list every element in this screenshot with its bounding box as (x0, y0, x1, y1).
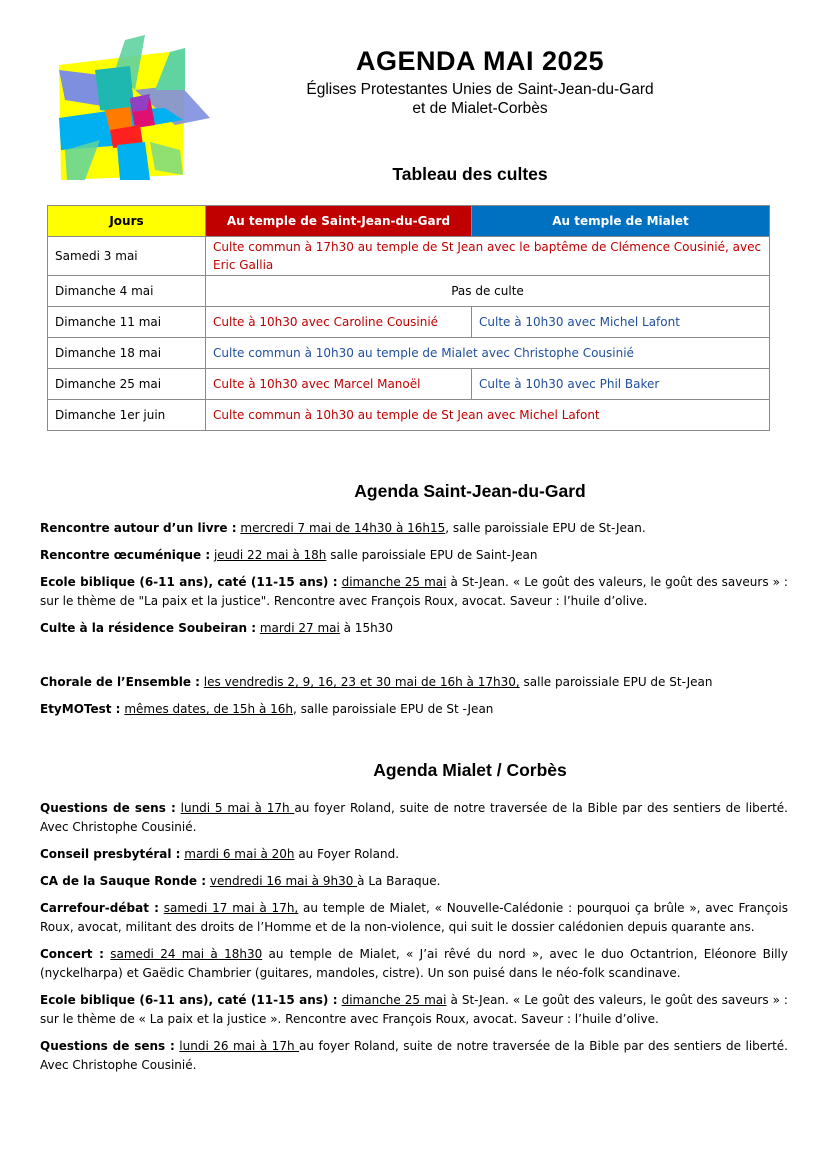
page-subtitle (270, 80, 690, 118)
item-text: salle paroissiale EPU de Saint-Jean (326, 548, 538, 562)
row-day: Dimanche 18 mai (48, 338, 206, 369)
agenda-item (40, 1037, 788, 1074)
item-text: au foyer Roland, suite de notre traversée de la Bible par des sentiers de liberté. Avec Christophe Cousinié. (40, 801, 788, 834)
section-title-agenda-saint-jean: Agenda Saint-Jean-du-Gard (354, 481, 586, 501)
agenda-item (40, 619, 788, 638)
row-day: Dimanche 11 mai (48, 307, 206, 338)
agenda-item (40, 546, 788, 565)
church-logo-icon (55, 30, 215, 180)
item-label: Ecole biblique (6-11 ans), caté (11-15 ans) : (40, 993, 338, 1007)
item-text: au Foyer Roland. (294, 847, 400, 861)
item-label: Ecole biblique (6-11 ans), caté (11-15 ans) : (40, 575, 338, 589)
item-text: au temple de Mialet, « Nouvelle-Calédonie : pourquoi ça brûle », avec François Roux, avocat, militant des droits de l’Homme et de la non-violence, qui suit le dossier calédonien depuis quarante ans. (40, 901, 788, 934)
agenda-item (40, 519, 788, 538)
item-date: mercredi 7 mai de 14h30 à 16h15 (240, 521, 446, 535)
agenda-item (40, 845, 788, 864)
item-date: mardi 27 mai (259, 621, 340, 635)
table-row (48, 400, 770, 431)
item-date: lundi 5 mai à 17h (180, 801, 295, 815)
agenda-item (40, 799, 788, 836)
row-mialet-service: Culte à 10h30 avec Phil Baker (472, 369, 770, 400)
item-text: au temple de Mialet, « J’ai rêvé du nord », avec le duo Octantrion, Eléonore Billy (nyckelharpa) et Gaëdic Chambrier (guitares, mandoles, cistre). Un son puisé dans le néo-folk scandinave. (40, 947, 788, 980)
table-row (48, 307, 770, 338)
item-date: vendredi 16 mai à 9h30 (209, 874, 358, 888)
row-day: Dimanche 25 mai (48, 369, 206, 400)
item-date: samedi 17 mai à 17h, (163, 901, 299, 915)
item-label: Carrefour-débat : (40, 901, 159, 915)
item-text: à St-Jean. « Le goût des valeurs, le goût des saveurs » : sur le thème de "La paix et la justice". Rencontre avec François Roux, avocat. Saveur : l’huile d’olive. (40, 575, 788, 608)
item-text: , salle paroissiale EPU de St-Jean. (445, 521, 646, 535)
agenda-item (40, 872, 788, 891)
row-day: Dimanche 1er juin (48, 400, 206, 431)
item-label: CA de la Sauque Ronde : (40, 874, 207, 888)
row-combined-service: Culte commun à 10h30 au temple de Mialet avec Christophe Cousinié (206, 338, 770, 369)
subtitle-line-2: et de Mialet-Corbès (412, 100, 548, 117)
item-date: dimanche 25 mai (341, 575, 447, 589)
item-date: mardi 6 mai à 20h (184, 847, 295, 861)
row-combined-service: Culte commun à 10h30 au temple de St Jean avec Michel Lafont (206, 400, 770, 431)
item-date: dimanche 25 mai (341, 993, 447, 1007)
row-saint-jean-service: Culte à 10h30 avec Marcel Manoël (206, 369, 472, 400)
table-header-row (48, 206, 770, 237)
agenda-item (40, 573, 788, 610)
row-mialet-service: Culte à 10h30 avec Michel Lafont (472, 307, 770, 338)
row-combined-service: Culte commun à 17h30 au temple de St Jean avec le baptême de Clémence Cousinié, avec Eric Gallia (206, 237, 770, 276)
item-text: salle paroissiale EPU de St-Jean (519, 675, 713, 689)
section-title-agenda-mialet: Agenda Mialet / Corbès (373, 760, 567, 780)
subtitle-line-1: Églises Protestantes Unies de Saint-Jean-du-Gard (306, 81, 654, 98)
cultes-table (47, 205, 770, 431)
section-title-cultes: Tableau des cultes (392, 164, 548, 184)
item-date: jeudi 22 mai à 18h (213, 548, 327, 562)
item-label: Conseil presbytéral : (40, 847, 181, 861)
page-title: AGENDA MAI 2025 (355, 46, 605, 76)
item-text: au foyer Roland, suite de notre traversée de la Bible par des sentiers de liberté. Avec Christophe Cousinié. (40, 1039, 788, 1072)
item-label: Culte à la résidence Soubeiran : (40, 621, 256, 635)
table-row (48, 369, 770, 400)
table-row (48, 276, 770, 307)
agenda-item (40, 700, 788, 719)
item-text: à 15h30 (339, 621, 393, 635)
row-saint-jean-service: Culte à 10h30 avec Caroline Cousinié (206, 307, 472, 338)
item-text: à La Baraque. (357, 874, 441, 888)
item-date: les vendredis 2, 9, 16, 23 et 30 mai de 16h à 17h30, (203, 675, 520, 689)
column-header-mialet: Au temple de Mialet (472, 206, 770, 237)
agenda-item (40, 673, 788, 692)
item-label: EtyMOTest : (40, 702, 121, 716)
agenda-item (40, 991, 788, 1028)
item-text: à St-Jean. « Le goût des valeurs, le goût des saveurs » : sur le thème de « La paix et la justice ». Rencontre avec François Roux, avocat. Saveur : l’huile d’olive. (40, 993, 788, 1026)
agenda-item (40, 945, 788, 982)
column-header-saint-jean: Au temple de Saint-Jean-du-Gard (206, 206, 472, 237)
agenda-item (40, 899, 788, 936)
item-label: Rencontre œcuménique : (40, 548, 211, 562)
item-label: Concert : (40, 947, 104, 961)
item-label: Rencontre autour d’un livre : (40, 521, 237, 535)
table-row (48, 237, 770, 276)
item-label: Questions de sens : (40, 1039, 175, 1053)
column-header-jours: Jours (48, 206, 206, 237)
item-label: Chorale de l’Ensemble : (40, 675, 200, 689)
item-label: Questions de sens : (40, 801, 176, 815)
item-date: lundi 26 mai à 17h (179, 1039, 300, 1053)
row-day: Dimanche 4 mai (48, 276, 206, 307)
item-date: samedi 24 mai à 18h30 (110, 947, 263, 961)
row-day: Samedi 3 mai (48, 237, 206, 276)
item-date: mêmes dates, de 15h à 16h (124, 702, 294, 716)
table-row (48, 338, 770, 369)
row-combined-service: Pas de culte (206, 276, 770, 307)
item-text: , salle paroissiale EPU de St -Jean (293, 702, 494, 716)
